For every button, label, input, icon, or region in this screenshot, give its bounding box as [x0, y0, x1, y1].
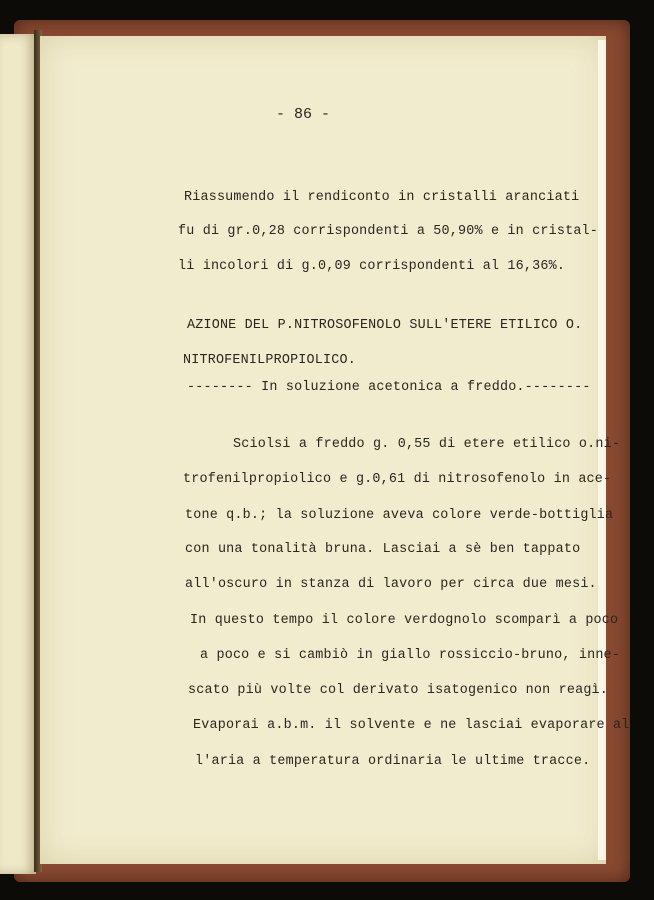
page-number: - 86 -	[276, 106, 331, 123]
paragraph-2-line-10: l'aria a temperatura ordinaria le ultime tracce.	[195, 754, 591, 769]
paragraph-1-line-3: li incolori di g.0,09 corrispondenti al 16,36%.	[178, 259, 566, 274]
paragraph-2-line-4: con una tonalità bruna. Lasciai a sè ben tappato	[185, 542, 581, 557]
paragraph-2-line-7: a poco e si cambiò in giallo rossiccio-bruno, inne-	[200, 648, 621, 663]
facing-page	[0, 34, 36, 874]
paragraph-2-line-2: trofenilpropiolico e g.0,61 di nitrosofenolo in ace-	[183, 472, 612, 487]
paragraph-2-line-8: scato più volte col derivato isatogenico non reagì.	[188, 683, 609, 698]
section-subheading: -------- In soluzione acetonica a freddo.--------	[187, 380, 591, 395]
paragraph-2-line-6: In questo tempo il colore verdognolo scomparì a poco	[190, 613, 619, 628]
paragraph-2-line-3: tone q.b.; la soluzione aveva colore verde-bottiglia	[185, 508, 614, 523]
paragraph-1-line-2: fu di gr.0,28 corrispondenti a 50,90% e in cristal-	[178, 224, 599, 239]
paragraph-2-line-5: all'oscuro in stanza di lavoro per circa due mesi.	[185, 577, 597, 592]
paragraph-1-line-1: Riassumendo il rendiconto in cristalli aranciati	[184, 190, 580, 205]
section-heading-line-1: AZIONE DEL P.NITROSOFENOLO SULL'ETERE ETILICO O.	[187, 318, 583, 333]
paragraph-2-line-1: Sciolsi a freddo g. 0,55 di etere etilico o.ni-	[233, 437, 621, 452]
paragraph-2-line-9: Evaporai a.b.m. il solvente e ne lasciai evaporare al	[193, 718, 630, 733]
section-heading-line-2: NITROFENILPROPIOLICO.	[183, 353, 356, 368]
